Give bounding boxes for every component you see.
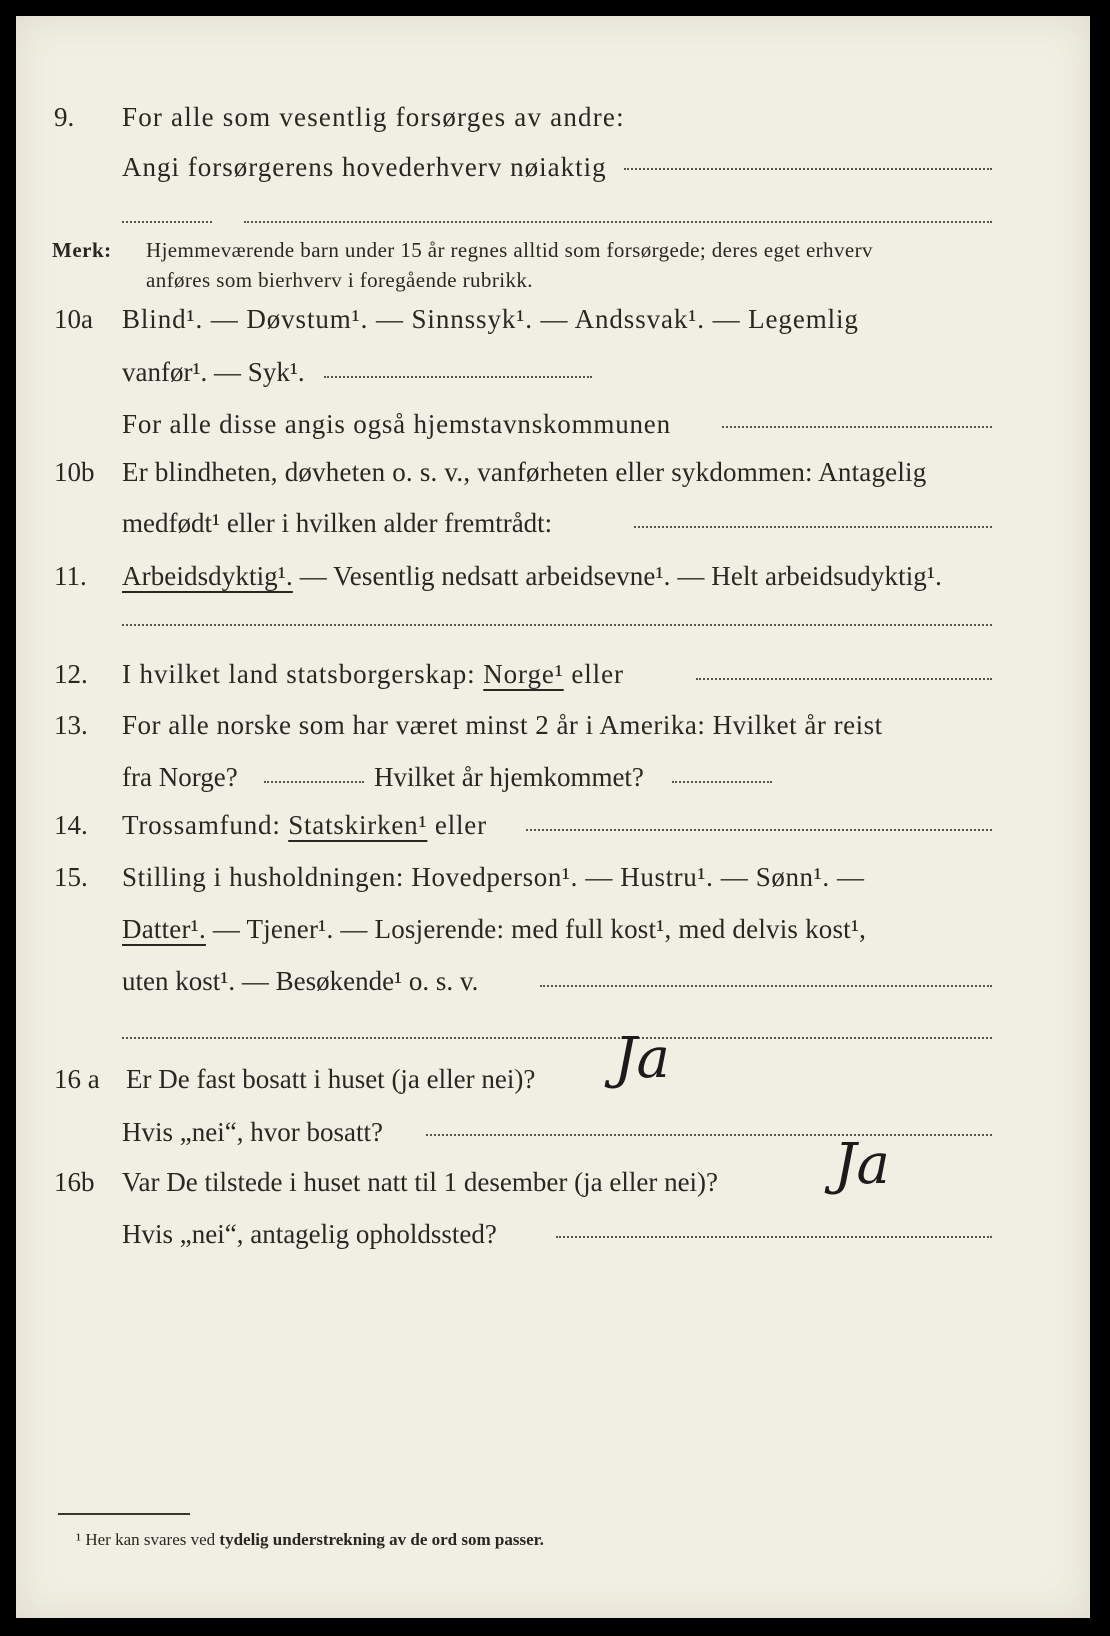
note-text: Hjemmeværende barn under 15 år regnes alltid som forsørgede; deres eget erhverv (146, 238, 873, 262)
question-text (122, 561, 942, 592)
answer-line[interactable] (426, 1134, 992, 1136)
question-text: Hvilket år hjemkommet? (374, 762, 644, 792)
question-text: Blind¹. — Døvstum¹. — Sinnssyk¹. — Andssvak¹. — Legemlig (122, 304, 859, 334)
question-text: Stilling i husholdningen: Hovedperson¹. — Hustru¹. — Sønn¹. — (122, 862, 865, 892)
question-text: Er blindheten, døvheten o. s. v., vanførheten eller sykdommen: Antagelig (122, 457, 927, 487)
question-text: Var De tilstede i huset natt til 1 desember (ja eller nei)? (122, 1167, 719, 1197)
question-text: Hvis „nei“, hvor bosatt? (122, 1117, 383, 1147)
underlined-answer: Datter¹. (122, 914, 206, 944)
question-text: fra Norge? (122, 762, 238, 792)
answer-line[interactable] (624, 168, 992, 170)
answer-line[interactable] (264, 781, 364, 783)
question-number: 14. (54, 810, 88, 840)
answer-line[interactable] (324, 376, 592, 378)
question-number: 12. (54, 659, 88, 689)
footnote-text-bold: tydelig understrekning av de ord som passer. (219, 1530, 544, 1549)
question-text: For alle norske som har været minst 2 år i Amerika: Hvilket år reist (122, 710, 883, 740)
question-number: 16 a (54, 1064, 100, 1094)
question-number: 16b (54, 1167, 95, 1197)
answer-line[interactable] (122, 624, 992, 626)
answer-line[interactable] (634, 526, 992, 528)
question-number: 11. (54, 561, 87, 591)
question-text (122, 810, 487, 841)
question-number: 9. (54, 102, 75, 132)
question-text: Angi forsørgerens hovederhverv nøiaktig (122, 152, 607, 182)
question-number: 13. (54, 710, 88, 740)
answer-line[interactable] (540, 985, 992, 987)
footnote-divider (58, 1513, 190, 1515)
handwritten-answer: Ja (614, 1026, 670, 1091)
answer-line[interactable] (556, 1236, 992, 1238)
footnote-marker: ¹ (76, 1530, 82, 1549)
question-text-rest: — Tjener¹. — Losjerende: med full kost¹, med delvis kost¹, (205, 914, 867, 944)
question-text-prefix: Trossamfund: (122, 810, 289, 840)
handwritten-answer: Ja (834, 1132, 890, 1197)
answer-line[interactable] (122, 1037, 992, 1039)
question-text: medfødt¹ eller i hvilken alder fremtrådt: (122, 508, 553, 538)
question-text: vanfør¹. — Syk¹. (122, 357, 305, 387)
note-label: Merk: (52, 238, 112, 262)
census-form-page (16, 16, 1090, 1618)
question-text (122, 659, 624, 690)
underlined-answer: Arbeidsdyktig¹. (122, 561, 293, 591)
question-number: 15. (54, 862, 88, 892)
question-text: Er De fast bosatt i huset (ja eller nei)? (126, 1064, 536, 1094)
question-text-suffix: eller (563, 659, 624, 689)
note-text: anføres som bierhverv i foregående rubrikk. (146, 268, 533, 292)
question-text: For alle som vesentlig forsørges av andre: (122, 102, 625, 132)
question-text-prefix: I hvilket land statsborgerskap: (122, 659, 484, 689)
question-text-rest: — Vesentlig nedsatt arbeidsevne¹. — Helt arbeidsudyktig¹. (292, 561, 942, 591)
answer-line[interactable] (672, 781, 772, 783)
answer-line[interactable] (526, 829, 992, 831)
answer-line[interactable] (122, 221, 212, 223)
question-text-suffix: eller (427, 810, 487, 840)
question-number: 10b (54, 457, 95, 487)
question-text: uten kost¹. — Besøkende¹ o. s. v. (122, 966, 479, 996)
underlined-answer: Statskirken¹ (288, 810, 428, 840)
underlined-answer: Norge¹ (483, 659, 564, 689)
answer-line[interactable] (722, 426, 992, 428)
footnote-text: Her kan svares ved (85, 1530, 220, 1549)
answer-line[interactable] (696, 678, 992, 680)
answer-line[interactable] (244, 221, 992, 223)
question-text (122, 914, 866, 945)
question-number: 10a (54, 304, 93, 334)
footnote (76, 1530, 544, 1550)
question-text: For alle disse angis også hjemstavnskommunen (122, 409, 671, 439)
question-text: Hvis „nei“, antagelig opholdssted? (122, 1219, 497, 1249)
